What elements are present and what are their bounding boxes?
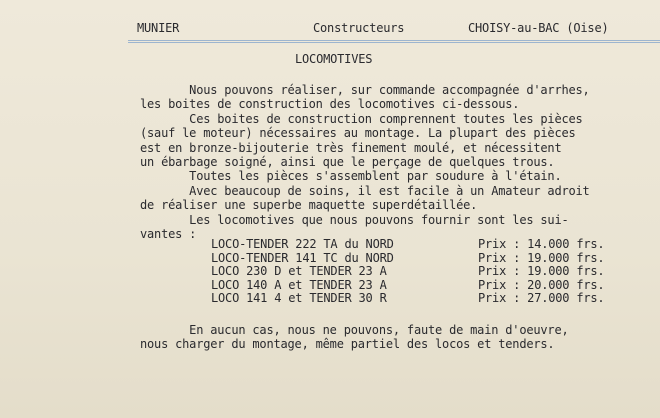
text-line: Toutes les pièces s'assemblent par soudure à l'étain.	[140, 169, 562, 184]
price-row	[211, 265, 631, 279]
text-line: est en bronze-bijouterie très finement moulé, et nécessitent	[140, 140, 562, 155]
locomotive-price: Prix : 20.000 frs.	[478, 277, 605, 292]
company-name: MUNIER	[137, 21, 180, 35]
company-role: Constructeurs	[313, 21, 405, 35]
text-line: En aucun cas, nous ne pouvons, faute de main d'oeuvre,	[140, 323, 569, 337]
page-title: LOCOMOTIVES	[295, 52, 373, 66]
header-rule	[128, 40, 660, 41]
locomotive-price: Prix : 14.000 frs.	[478, 237, 605, 251]
text-line: (sauf le moteur) nécessaires au montage. La plupart des pièces	[140, 126, 576, 141]
locomotive-price: Prix : 19.000 frs.	[478, 264, 605, 279]
price-row	[211, 238, 631, 252]
price-row	[211, 252, 631, 266]
locomotive-price: Prix : 27.000 frs.	[478, 291, 605, 306]
text-line: Ces boites de construction comprennent toutes les pièces	[140, 111, 583, 126]
text-line: les boites de construction des locomotives ci-dessous.	[140, 97, 520, 112]
text-line: nous charger du montage, même partiel des locos et tenders.	[140, 337, 555, 352]
locomotive-name: LOCO-TENDER 222 TA du NORD	[211, 237, 394, 251]
price-row	[211, 292, 631, 306]
text-line: un ébarbage soigné, ainsi que le perçage de quelques trous.	[140, 155, 555, 170]
text-line: de réaliser une superbe maquette superdétaillée.	[140, 198, 478, 213]
footer-text	[140, 323, 569, 352]
company-location: CHOISY-au-BAC (Oise)	[468, 21, 609, 35]
description-text	[140, 83, 655, 241]
locomotive-name: LOCO 141 4 et TENDER 30 R	[211, 291, 387, 306]
text-line: Nous pouvons réaliser, sur commande accompagnée d'arrhes,	[140, 83, 590, 97]
locomotive-name: LOCO 140 A et TENDER 23 A	[211, 277, 387, 292]
locomotive-price: Prix : 19.000 frs.	[478, 250, 605, 265]
text-line: Les locomotives que nous pouvons fournir sont les sui-	[140, 212, 569, 227]
header-rule-double	[128, 42, 660, 43]
text-line: Avec beaucoup de soins, il est facile à un Amateur adroit	[140, 183, 590, 198]
text-line: vantes :	[140, 227, 197, 242]
locomotive-name: LOCO 230 D et TENDER 23 A	[211, 264, 387, 279]
locomotive-name: LOCO-TENDER 141 TC du NORD	[211, 250, 394, 265]
card-header	[0, 21, 660, 37]
price-list	[211, 238, 631, 306]
price-row	[211, 279, 631, 293]
